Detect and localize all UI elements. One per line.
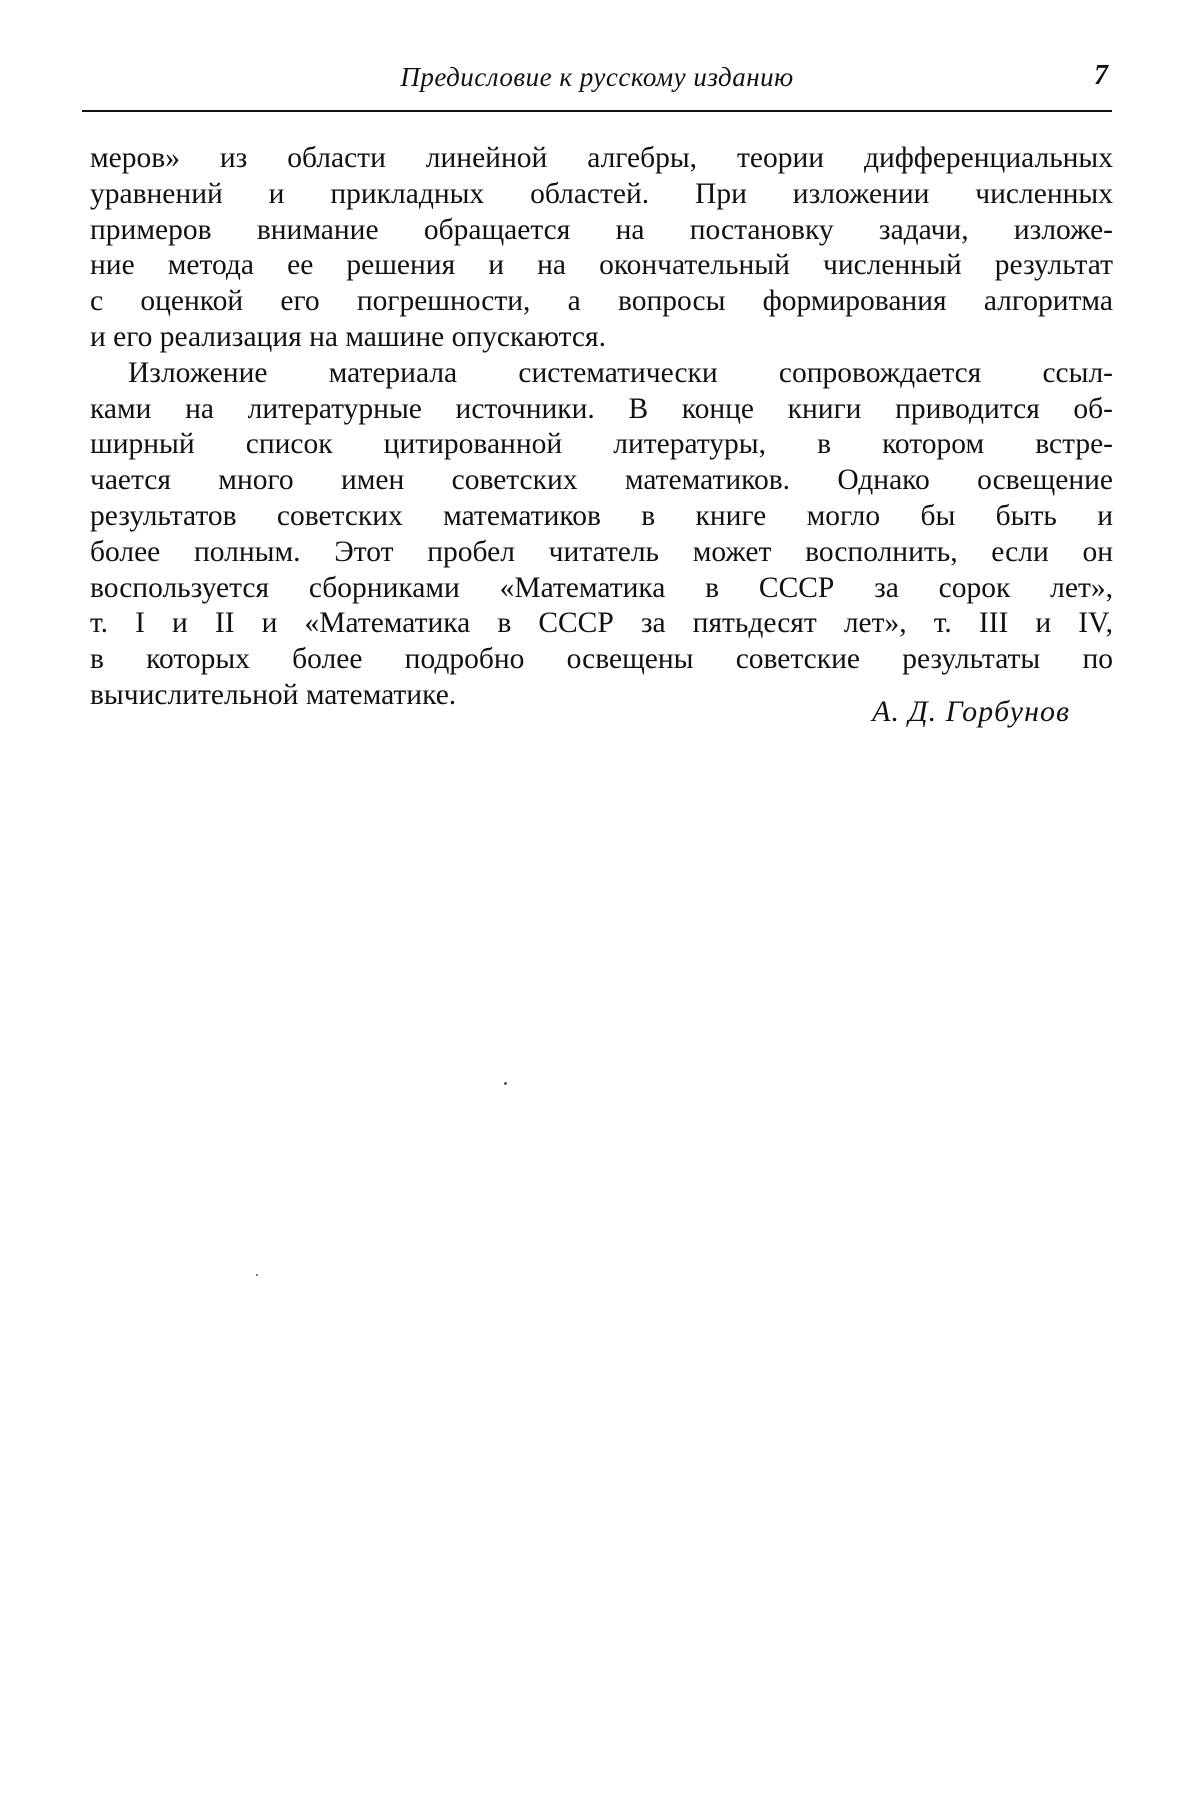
running-head <box>82 60 1112 112</box>
text-line: в которых более подробно освещены советские результаты по <box>90 643 1113 676</box>
text-line: ширный список цитированной литературы, в котором встре- <box>90 428 1113 461</box>
page-number: 7 <box>1094 60 1108 91</box>
text-line: вычислительной математике. <box>90 678 457 711</box>
paragraph-2 <box>90 356 1113 714</box>
text-line: т. I и II и «Математика в СССР за пятьдесят лет», т. III и IV, <box>90 607 1113 640</box>
paragraph-1 <box>90 141 1113 356</box>
text-line: Изложение материала систематически сопровождается ссыл- <box>128 356 1113 389</box>
text-line: уравнений и прикладных областей. При изложении численных <box>90 177 1113 210</box>
text-line: меров» из области линейной алгебры, теории дифференциальных <box>90 142 1113 174</box>
text-line: примеров внимание обращается на постановку задачи, изложе- <box>90 213 1113 246</box>
text-line: результатов советских математиков в книге могло бы быть и <box>90 499 1113 532</box>
text-line: воспользуется сборниками «Математика в СССР за сорок лет», <box>90 571 1113 604</box>
body-text <box>90 141 1113 714</box>
text-line: ками на литературные источники. В конце книги приводится об- <box>90 392 1113 425</box>
author-signature: А. Д. Горбунов <box>872 695 1070 728</box>
text-line: и его реализация на машине опускаются. <box>90 320 606 353</box>
header-rule <box>82 110 1112 112</box>
print-speck <box>256 1274 258 1276</box>
text-line: чается много имен советских математиков. Однако освещение <box>90 464 1113 497</box>
text-line: более полным. Этот пробел читатель может восполнить, если он <box>90 535 1113 568</box>
print-speck <box>504 1082 507 1085</box>
text-line: с оценкой его погрешности, а вопросы формирования алгоритма <box>90 285 1113 318</box>
running-title: Предисловие к русскому изданию <box>400 62 794 92</box>
text-line: ние метода ее решения и на окончательный численный результат <box>90 249 1113 282</box>
